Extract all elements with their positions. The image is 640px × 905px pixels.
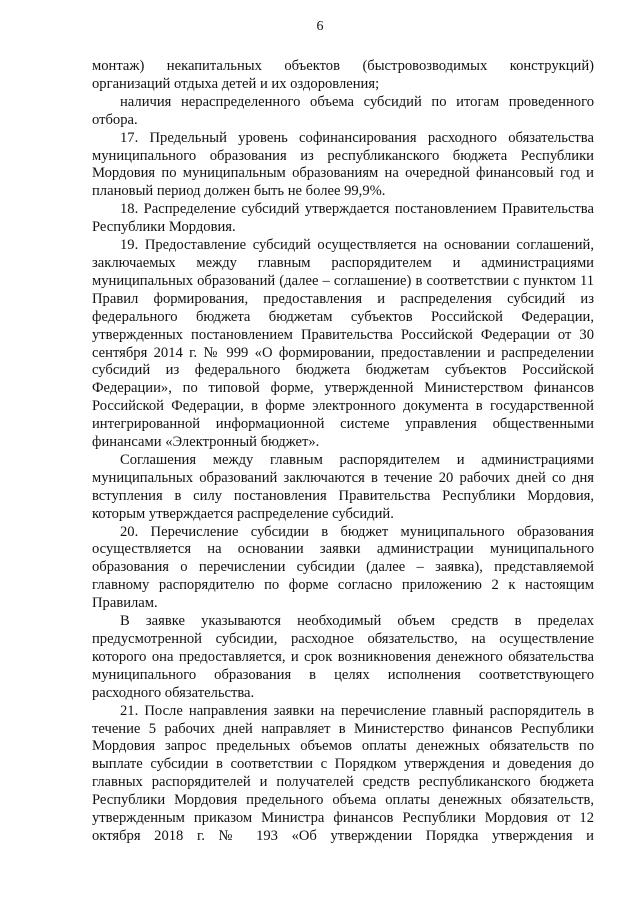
- paragraph-condition: наличия нераспределенного объема субсидий по итогам проведенного отбора.: [92, 93, 594, 128]
- paragraph-17: 17. Предельный уровень софинансирования расходного обязательства муниципального образования из республиканского бюджета Республики Мордовия по муниципальным образованиям на очередной финансовый год и плановый период должен быть не более 99,9%.: [92, 129, 594, 200]
- paragraph-continuation: монтаж) некапитальных объектов (быстровозводимых конструкций) организаций отдыха детей и их оздоровления;: [92, 58, 594, 92]
- paragraph-21: 21. После направления заявки на перечисление главный распорядитель в течение 5 рабочих дней направляет в Министерство финансов Республики Мордовия запрос предельных объемов оплаты денежных обязательств по выплате субсидии в соответствии с Порядком утверждения и доведения до главных распорядителей и получателей средств республиканского бюджета Республики Мордовия предельного объема оплаты денежных обязательств, утвержденным приказом Министра финансов Республики Мордовия от 12 октября 2018 г. № 193 «Об утверждении Порядка утверждения и: [92, 702, 594, 844]
- paragraph-19: 19. Предоставление субсидий осуществляется на основании соглашений, заключаемых между главным распорядителем и администрациями муниципальных образований (далее – соглашение) в соответствии с пунктом 11 Правил формирования, предоставления и распределения субсидий из федерального бюджета бюджетам субъектов Российской Федерации, утвержденных постановлением Правительства Российской Федерации от 30 сентября 2014 г. № 999 «О формировании, предоставлении и распределении субсидий из федерального бюджета бюджетам субъектов Российской Федерации», по типовой форме, утвержденной Министерством финансов Российской Федерации, в форме электронного документа в государственной интегрированной информационной системе управления общественными финансами «Электронный бюджет».: [92, 237, 594, 451]
- document-body: [92, 58, 594, 846]
- page-number: 6: [316, 19, 324, 34]
- paragraph-20: 20. Перечисление субсидии в бюджет муниципального образования осуществляется на основании заявки администрации муниципального образования о перечислении субсидии (далее – заявка), представляемой главному распорядителю по форме согласно приложению 2 к настоящим Правилам.: [92, 523, 594, 612]
- paragraph-18: 18. Распределение субсидий утверждается постановлением Правительства Республики Мордовия.: [92, 201, 594, 236]
- paragraph-agreements: Соглашения между главным распорядителем и администрациями муниципальных образований заключаются в течение 20 рабочих дней со дня вступления в силу постановления Правительства Республики Мордовия, которым утверждается распределение субсидий.: [92, 451, 594, 522]
- paragraph-request: В заявке указываются необходимый объем средств в пределах предусмотренной субсидии, расходное обязательство, на осуществление которого она предоставляется, и срок возникновения денежного обязательства муниципального образования в целях исполнения соответствующего расходного обязательства.: [92, 613, 594, 701]
